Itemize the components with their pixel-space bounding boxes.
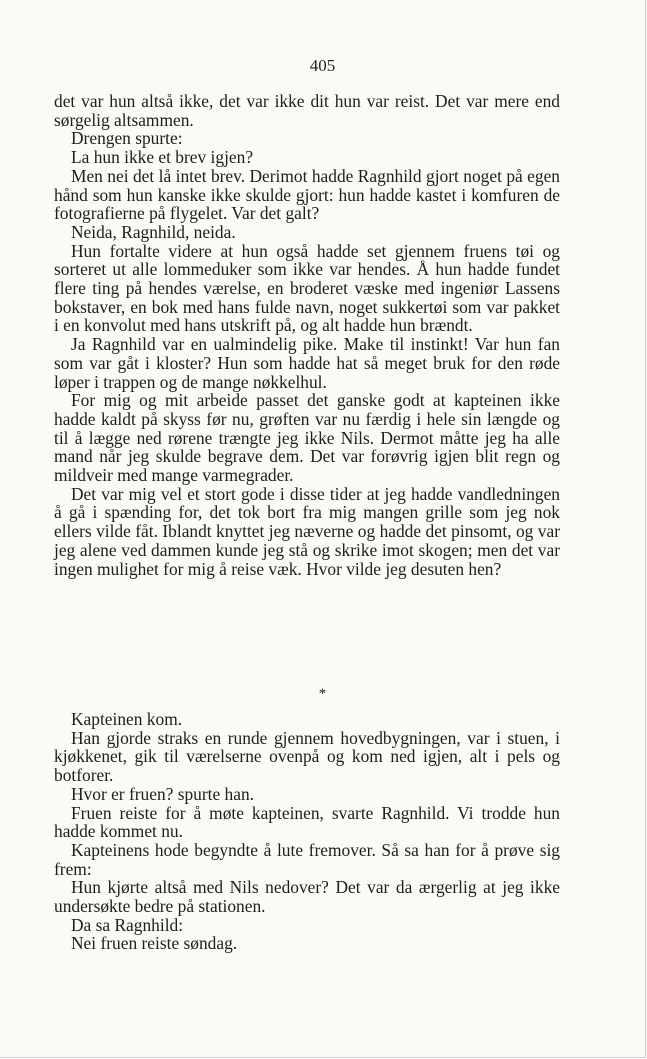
paragraph: Men nei det lå intet brev. Derimot hadde Ragnhild gjort noget på egen hånd som hun kanske ikke skulde gjort: hun hadde kastet i komfuren de fotografierne på flygelet. Var det galt? — [54, 165, 560, 224]
paragraph: Kapteinens hode begyndte å lute fremover. Så sa han for å prøve sig frem: — [54, 839, 560, 879]
paragraph: Hun kjørte altså med Nils nedover? Det var da ærgerlig at jeg ikke undersøkte bedre på stationen. — [54, 877, 560, 917]
paragraph: Hvor er fruen? spurte han. — [71, 783, 255, 804]
paragraph: Fruen reiste for å møte kapteinen, svarte Ragnhild. Vi trodde hun hadde kommet nu. — [54, 802, 560, 842]
paragraph: Kapteinen kom. — [71, 709, 183, 729]
paragraph: Da sa Ragnhild: — [71, 914, 184, 935]
paragraph: Hun fortalte videre at hun også hadde set gjennem fruens tøi og sorteret ut alle lommeduker som ikke var hendes. Å hun hadde fundet flere ting på hendes værelse, en broderet væske med ingeniør Lassens bokstaver, en bok med hans fulde navn, noget sukkertøi som var pakket i en konvolut med hans utskrift på, og alt hadde hun brændt. — [54, 240, 560, 336]
paragraph: Han gjorde straks en runde gjennem hovedbygningen, var i stuen, i kjøkkenet, gik til værelserne ovenpå og kom ned igjen, alt i pels og botforer. — [54, 727, 560, 786]
section-separator: * — [318, 686, 327, 702]
paragraph: Drengen spurte: — [71, 128, 183, 149]
page-number: 405 — [309, 56, 336, 75]
paragraph: La hun ikke et brev igjen? — [71, 147, 254, 168]
paragraph: Nei fruen reiste søndag. — [71, 933, 238, 954]
paragraph: For mig og mit arbeide passet det ganske godt at kapteinen ikke hadde kaldt på skyss før nu, grøften var nu færdig i hele sin længde og til å lægge ned rørene trængte jeg ikke Nils. Dermot måtte jeg ha alle mand når jeg skulde begrave dem. Det var forøvrig igjen blit regn og mildveir med mange varmegrader. — [54, 390, 560, 486]
paragraph: Ja Ragnhild var en ualmindelig pike. Make til instinkt! Var hun fan som var gåt i kloster? Hun som hadde hat så meget bruk for den røde løper i trappen og de mange nøkkelhul. — [54, 334, 560, 392]
text-section-2 — [54, 710, 560, 953]
text-section-1 — [54, 92, 560, 578]
paragraph: Neida, Ragnhild, neida. — [71, 221, 236, 242]
paragraph: det var hun altså ikke, det var ikke dit hun var reist. Det var mere end sørgelig altsammen. — [54, 91, 560, 130]
paragraph: Det var mig vel et stort gode i disse tider at jeg hadde vandledningen å gå i spænding for, det tok bort fra mig mangen grille som jeg nok ellers vilde fåt. Iblandt knyttet jeg næverne og hadde det pinsomt, og var jeg alene ved dammen kunde jeg stå og skrike imot skogen; men det var ingen mulighet for mig å reise væk. Hvor vilde jeg desuten hen? — [54, 483, 560, 579]
